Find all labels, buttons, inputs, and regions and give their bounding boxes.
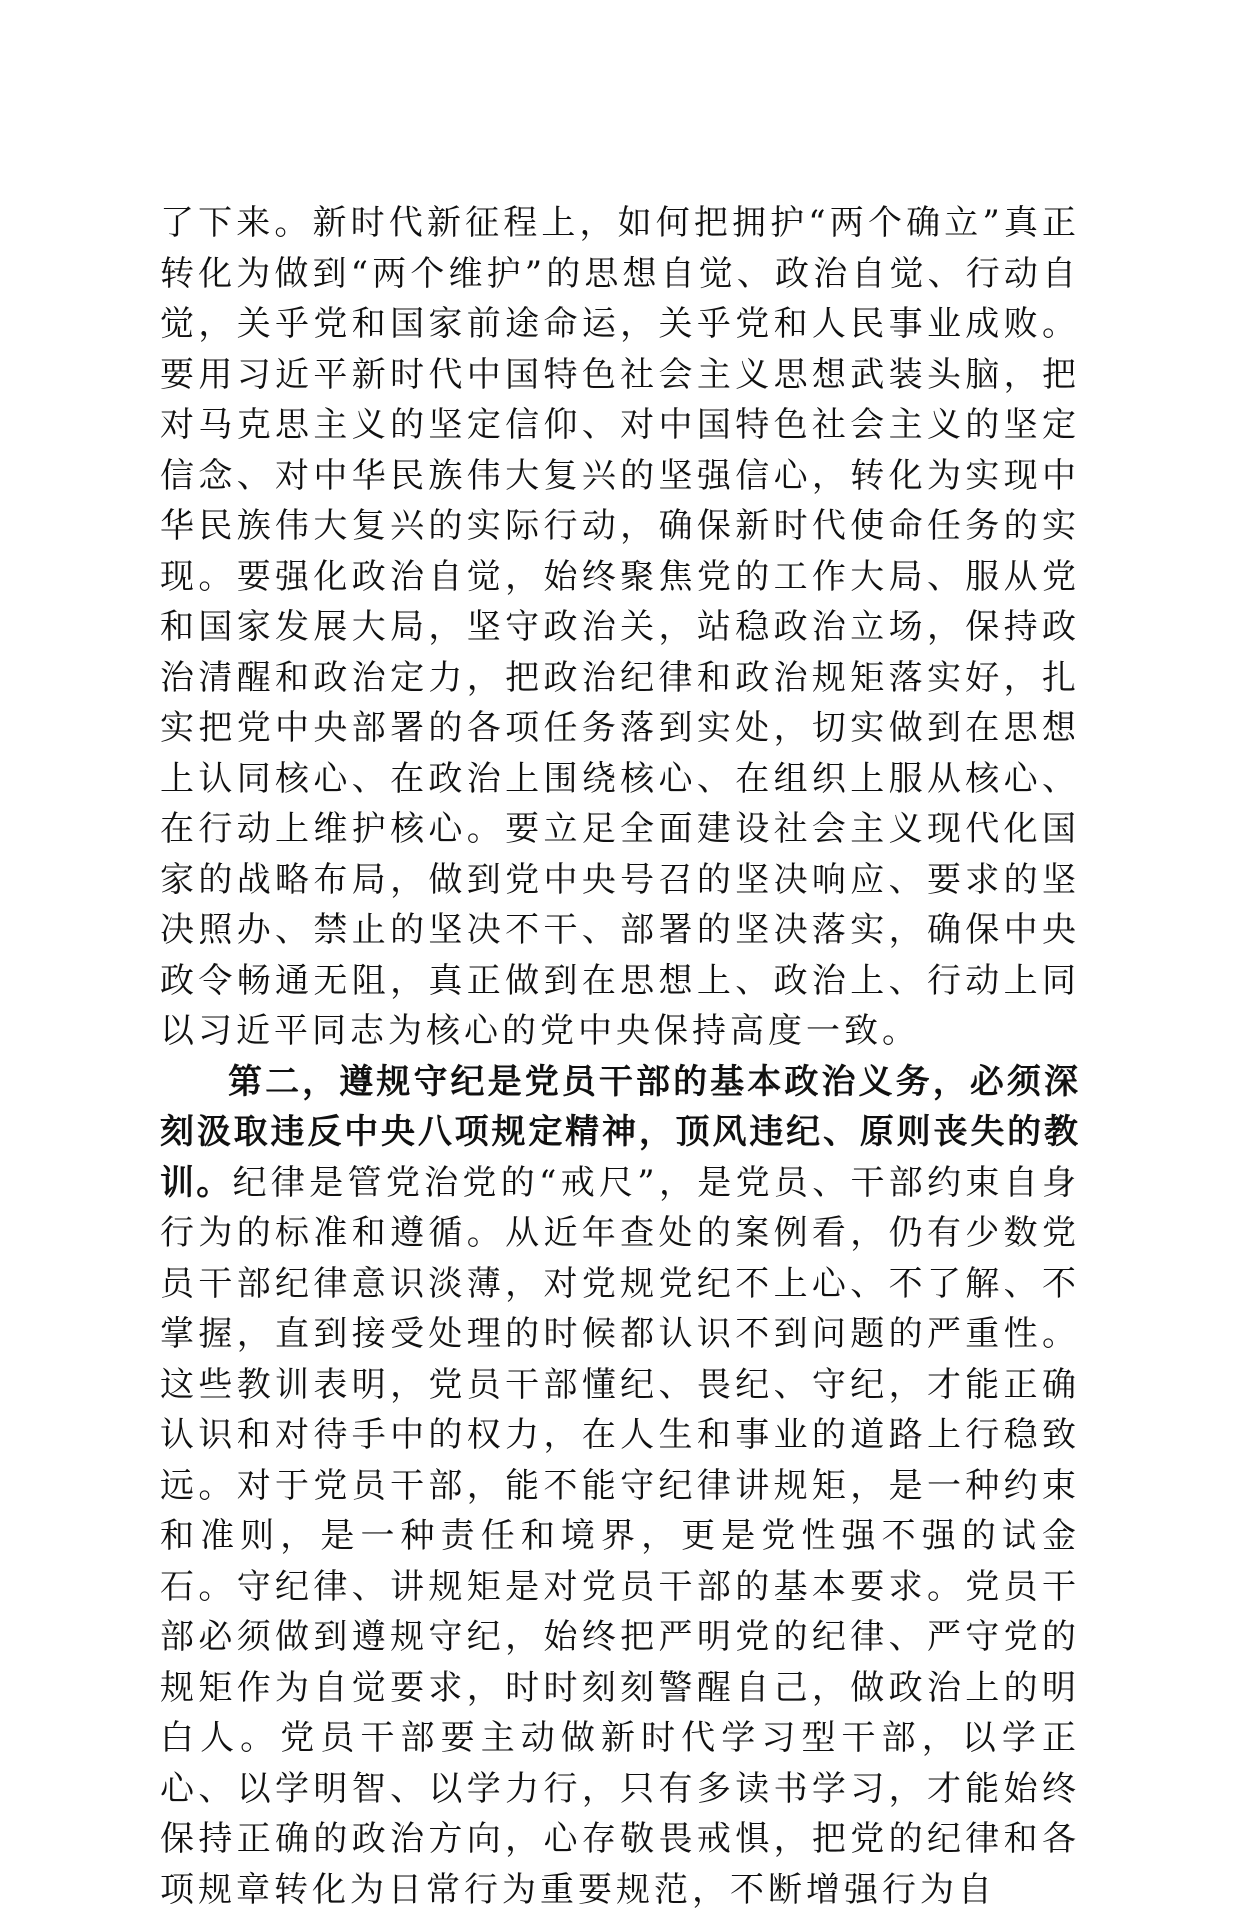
paragraph-body-text: 纪律是管党治党的“戒尺”，是党员、干部约束自身行为的标准和遵循。从近年查处的案例看，仍有少数党员干部纪律意识淡薄，对党规党纪不上心、不了解、不掌握，直到接受处理的时候都认识不到问题的严重性。这些教训表明，党员干部懂纪、畏纪、守纪，才能正确认识和对待手中的权力，在人生和事业的道路上行稳致远。对于党员干部，能不能守纪律讲规矩，是一种约束和准则，是一种责任和境界，更是党性强不强的试金石。守纪律、讲规矩是对党员干部的基本要求。党员干部必须做到遵规守纪，始终把严明党的纪律、严守党的规矩作为自觉要求，时时刻刻警醒自己，做政治上的明白人。党员干部要主动做新时代学习型干部，以学正心、以学明智、以学力行，只有多读书学习，才能始终保持正确的政治方向，心存敬畏戒惧，把党的纪律和各项规章转化为日常行为重要规范，不断增强行为自 bbox=[160, 1163, 1080, 1910]
document-body bbox=[160, 198, 1080, 1915]
paragraph-second-point bbox=[160, 1057, 1080, 1915]
paragraph-continued: 了下来。新时代新征程上，如何把拥护“两个确立”真正转化为做到“两个维护”的思想自觉、政治自觉、行动自觉，关乎党和国家前途命运，关乎党和人民事业成败。要用习近平新时代中国特色社会主义思想武装头脑，把对马克思主义的坚定信仰、对中国特色社会主义的坚定信念、对中华民族伟大复兴的坚强信心，转化为实现中华民族伟大复兴的实际行动，确保新时代使命任务的实现。要强化政治自觉，始终聚焦党的工作大局、服从党和国家发展大局，坚守政治关，站稳政治立场，保持政治清醒和政治定力，把政治纪律和政治规矩落实好，扎实把党中央部署的各项任务落到实处，切实做到在思想上认同核心、在政治上围绕核心、在组织上服从核心、在行动上维护核心。要立足全面建设社会主义现代化国家的战略布局，做到党中央号召的坚决响应、要求的坚决照办、禁止的坚决不干、部署的坚决落实，确保中央政令畅通无阻，真正做到在思想上、政治上、行动上同以习近平同志为核心的党中央保持高度一致。 bbox=[160, 198, 1080, 1057]
paragraph-bold-heading: 第二，遵规守纪是党员干部的基本政治义务，必须深刻汲取违反中央八项规定精神，顶风违纪、原则丧失的教训。 bbox=[160, 1062, 1080, 1203]
